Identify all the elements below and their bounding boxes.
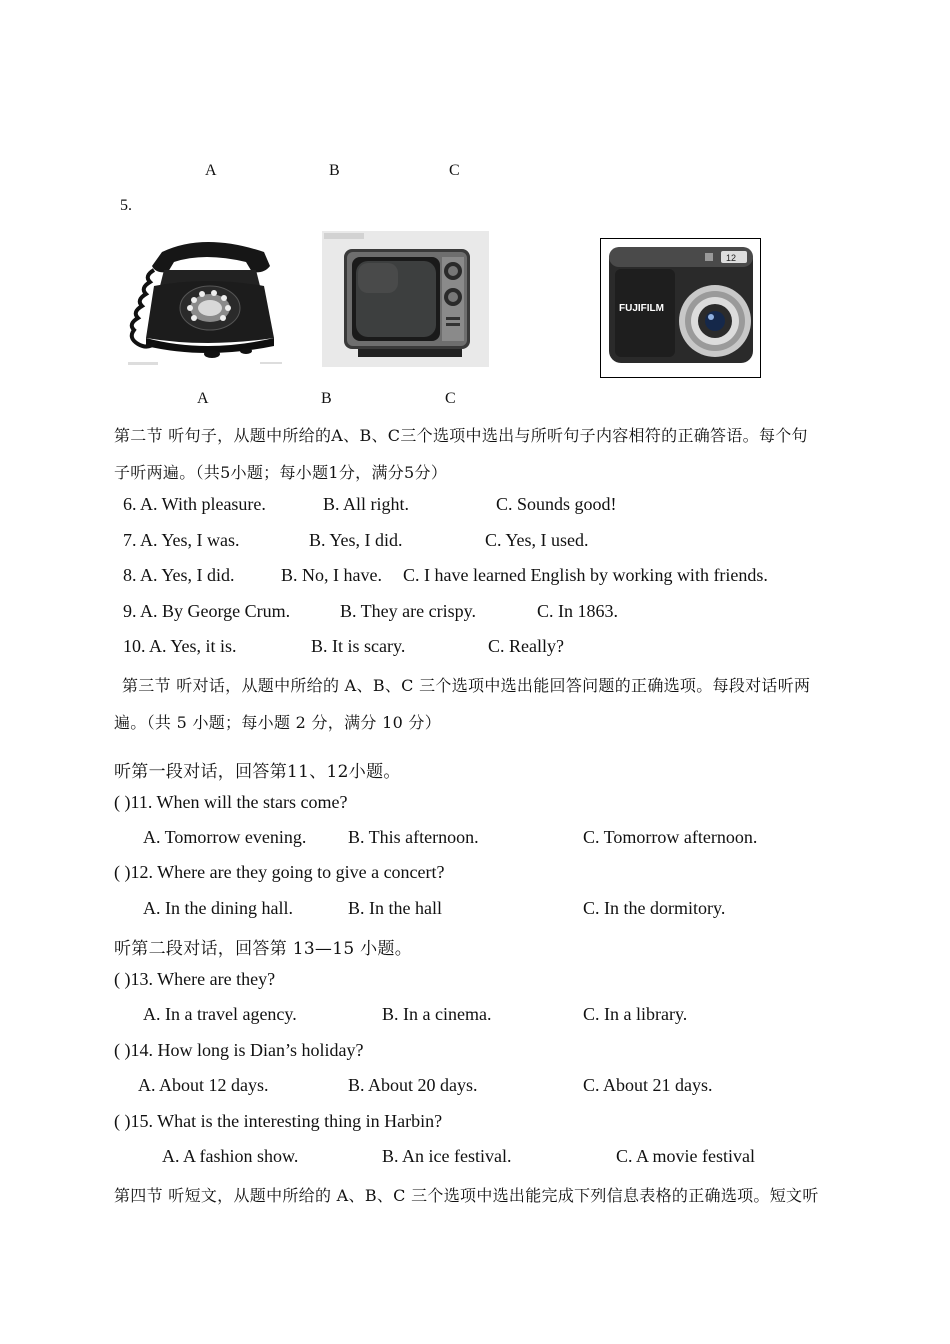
option-label-c: C xyxy=(449,162,460,179)
camera-badge: 12 xyxy=(726,253,737,263)
option-label-a: A xyxy=(205,162,217,179)
option-b: B. An ice festival. xyxy=(382,1146,512,1166)
question-stem: ( )15. What is the interesting thing in Harbin? xyxy=(114,1111,443,1131)
option-b: B. Yes, I did. xyxy=(309,530,403,550)
telephone-image xyxy=(124,230,286,370)
question-stem: ( )12. Where are they going to give a concert? xyxy=(114,862,445,882)
option-a: A. A fashion show. xyxy=(162,1146,299,1166)
option-c: C. Sounds good! xyxy=(496,494,617,514)
option-c: C. In the dormitory. xyxy=(583,898,726,918)
question-stem: ( )14. How long is Dian’s holiday? xyxy=(114,1040,364,1060)
option-label-a: A xyxy=(197,390,209,407)
option-a: A. In the dining hall. xyxy=(143,898,293,918)
option-b: B. In the hall xyxy=(348,898,442,918)
option-a: 8. A. Yes, I did. xyxy=(123,565,235,585)
option-a: 10. A. Yes, it is. xyxy=(123,636,237,656)
section-heading-cont: 子听两遍。（共5小题；每小题1分，满分5分） xyxy=(114,463,448,482)
option-c: C. Really? xyxy=(488,636,564,656)
option-c: C. In 1863. xyxy=(537,601,618,621)
option-a: A. In a travel agency. xyxy=(143,1004,297,1024)
option-label-c: C xyxy=(445,390,456,407)
section-heading: 第三节 听对话，从题中所给的 A、B、C 三个选项中选出能回答问题的正确选项。每段对话听两 xyxy=(122,676,811,695)
question-number: 5. xyxy=(120,197,132,214)
option-b: B. About 20 days. xyxy=(348,1075,478,1095)
option-c: C. I have learned English by working with friends. xyxy=(403,565,768,585)
option-c: C. Yes, I used. xyxy=(485,530,589,550)
question-stem: ( )11. When will the stars come? xyxy=(114,792,348,812)
television-image xyxy=(322,231,489,367)
option-b: B. In a cinema. xyxy=(382,1004,492,1024)
option-a: 7. A. Yes, I was. xyxy=(123,530,240,550)
camera-brand: FUJIFILM xyxy=(619,303,664,314)
option-b: B. It is scary. xyxy=(311,636,406,656)
option-b: B. This afternoon. xyxy=(348,827,479,847)
option-a: A. Tomorrow evening. xyxy=(143,827,307,847)
option-b: B. No, I have. xyxy=(281,565,382,585)
option-b: B. All right. xyxy=(323,494,410,514)
section-heading-cont: 遍。（共 5 小题；每小题 2 分，满分 10 分） xyxy=(114,713,442,732)
option-a: A. About 12 days. xyxy=(138,1075,269,1095)
dialog-instruction: 听第二段对话，回答第 13—15 小题。 xyxy=(114,939,413,959)
option-c: C. A movie festival xyxy=(616,1146,755,1166)
option-label-b: B xyxy=(321,390,332,407)
section-heading: 第四节 听短文，从题中所给的 A、B、C 三个选项中选出能完成下列信息表格的正确选项。短文听 xyxy=(114,1186,819,1205)
option-label-b: B xyxy=(329,162,340,179)
camera-image xyxy=(600,238,761,378)
dialog-instruction: 听第一段对话，回答第11、12小题。 xyxy=(114,762,401,782)
option-c: C. About 21 days. xyxy=(583,1075,713,1095)
section-heading: 第二节 听句子，从题中所给的A、B、C三个选项中选出与所听句子内容相符的正确答语。每个句 xyxy=(114,426,808,445)
question-stem: ( )13. Where are they? xyxy=(114,969,276,989)
option-c: C. In a library. xyxy=(583,1004,688,1024)
option-a: 6. A. With pleasure. xyxy=(123,494,266,514)
option-a: 9. A. By George Crum. xyxy=(123,601,291,621)
option-c: C. Tomorrow afternoon. xyxy=(583,827,758,847)
option-b: B. They are crispy. xyxy=(340,601,476,621)
